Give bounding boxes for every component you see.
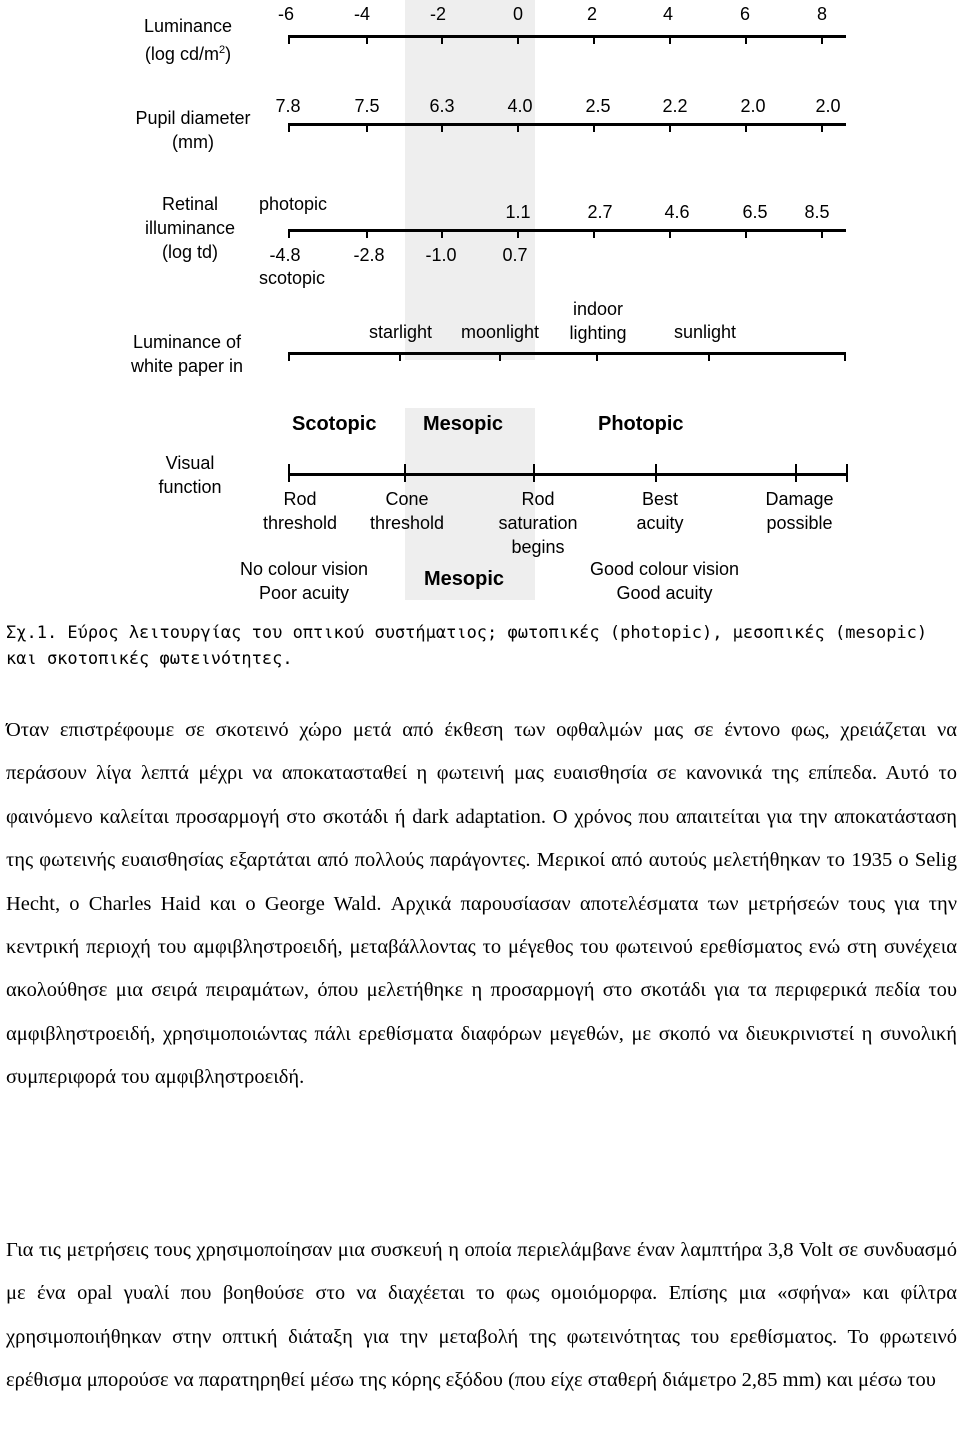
- luminance-value: 4: [662, 4, 673, 24]
- luminance-value: -2: [429, 4, 446, 24]
- luminance-range-diagram: [0, 0, 960, 612]
- scotopic-value: -1.0: [425, 245, 457, 265]
- scotopic-label: scotopic: [259, 268, 326, 288]
- photopic-vision-description: Good colour vision Good acuity: [589, 559, 740, 603]
- mesopic-heading: Mesopic: [423, 413, 504, 435]
- photopic-heading: Photopic: [598, 413, 684, 435]
- retinal-axis: [288, 229, 846, 232]
- luminance-value: 6: [739, 4, 750, 24]
- scotopic-value: 0.7: [502, 245, 528, 265]
- white-paper-axis: [288, 352, 846, 355]
- pupil-diameter-label: Pupil diameter (mm): [135, 108, 251, 152]
- pupil-value: 6.3: [429, 96, 455, 116]
- pupil-value: 7.5: [354, 96, 380, 116]
- luminance-value: -4: [353, 4, 370, 24]
- photopic-label: photopic: [259, 194, 328, 214]
- pupil-value: 2.2: [662, 96, 688, 116]
- damage-possible-label: Damage possible: [765, 489, 834, 533]
- mesopic-label-bottom: Mesopic: [424, 568, 505, 590]
- photopic-value: 2.7: [587, 202, 613, 222]
- pupil-value: 4.0: [507, 96, 533, 116]
- pupil-axis: [288, 123, 846, 126]
- scotopic-value: -2.8: [353, 245, 385, 265]
- white-paper-label: Luminance of white paper in: [130, 332, 244, 376]
- luminance-value: 2: [586, 4, 597, 24]
- pupil-value: 7.8: [275, 96, 301, 116]
- photopic-value: 4.6: [664, 202, 690, 222]
- paragraph-apparatus: Για τις μετρήσεις τους χρησιμοποίησαν μια συσκευή η οποία περιελάμβανε έναν λαμπτήρα 3,8 Volt σε συνδυασμό με ένα opal γυαλί που βοηθούσε στο να διαχέεται το φως ομοιόμορφα. Επίσης μια «σφήνα» και φίλτρα χρησιμοποιήθηκαν στην οπτική διάταξη για την μεταβολή της φωτεινότητας του ερεθίσματος. Το φρωτεινό ερέθισμα μπορούσε να παρατηρηθεί μέσω της κόρης εξόδου (που είχε σταθερή διάμετρο 2,85 mm) και μέσω του: [6, 1239, 957, 1392]
- pupil-value: 2.5: [585, 96, 611, 116]
- visual-function-label: Visual function: [158, 453, 222, 497]
- cone-threshold-label: Cone threshold: [369, 489, 445, 533]
- mesopic-shade-upper: [405, 0, 535, 360]
- photopic-value: 6.5: [742, 202, 768, 222]
- luminance-value: -6: [277, 4, 294, 24]
- scotopic-value: -4.8: [269, 245, 301, 265]
- pupil-value: 2.0: [815, 96, 841, 116]
- moonlight-label: moonlight: [461, 322, 540, 342]
- sunlight-label: sunlight: [674, 322, 737, 342]
- luminance-value: 0: [512, 4, 523, 24]
- retinal-illuminance-label: Retinal illuminance (log td): [144, 194, 236, 262]
- rod-threshold-label: Rod threshold: [262, 489, 338, 533]
- photopic-value: 8.5: [804, 202, 830, 222]
- starlight-label: starlight: [369, 322, 433, 342]
- rod-saturation-label: Rod saturation begins: [498, 489, 578, 557]
- luminance-axis: [288, 35, 846, 38]
- photopic-value: 1.1: [505, 202, 531, 222]
- scotopic-vision-description: No colour vision Poor acuity: [239, 559, 369, 603]
- pupil-value: 2.0: [740, 96, 766, 116]
- visual-function-axis: [288, 473, 848, 476]
- scotopic-heading: Scotopic: [292, 413, 377, 435]
- luminance-label: Luminance (log $cd/m^2$): [143, 16, 233, 64]
- paragraph-dark-adaptation: Όταν επιστρέφουμε σε σκοτεινό χώρο μετά από έκθεση των οφθαλμών μας σε έντονο φως, χρειάζεται να περάσουν λίγα λεπτά μέχρι να αποκατασταθεί η φωτεινή μας ευαισθησία σε κανονικά της επίπεδα. Αυτό το φαινόμενο καλείται προσαρμογή στο σκοτάδι ή dark adaptation. Ο χρόνος που απαιτείται για την αποκατάσταση της φωτεινής ευαισθησίας εξαρτάται από πολλούς παράγοντες. Μερικοί από αυτούς μελετήθηκαν το 1935 ο Selig Hecht, ο Charles Haid και ο George Wald. Αρχικά παρουσίασαν αποτελέσματα των μετρήσεών τους για την κεντρική περιοχή του αμφιβληστροειδή, μεταβάλλοντας το μέγεθος του φωτεινού ερεθίσματος ενώ στη συνέχεια ακολούθησε μια σειρά πειραμάτων, όπου μελετήθηκε η προσαρμογή στο σκοτάδι για τα περιφερικά πεδία του αμφιβληστροειδή, χρησιμοποιώντας πάλι ερεθίσματα διαφόρων μεγεθών, με σκοπό να διευκρινιστεί η συνολική συμπεριφορά του αμφιβληστροειδή.: [6, 719, 957, 1089]
- luminance-value: 8: [816, 4, 827, 24]
- best-acuity-label: Best acuity: [636, 489, 684, 533]
- figure-caption: Σχ.1. Εύρος λειτουργίας του οπτικού συστήματιος; φωτοπικές (photopic), μεσοπικές (mesopic) και σκοτοπικές φωτεινότητες.: [6, 623, 928, 669]
- indoor-lighting-label: indoor lighting: [569, 299, 627, 343]
